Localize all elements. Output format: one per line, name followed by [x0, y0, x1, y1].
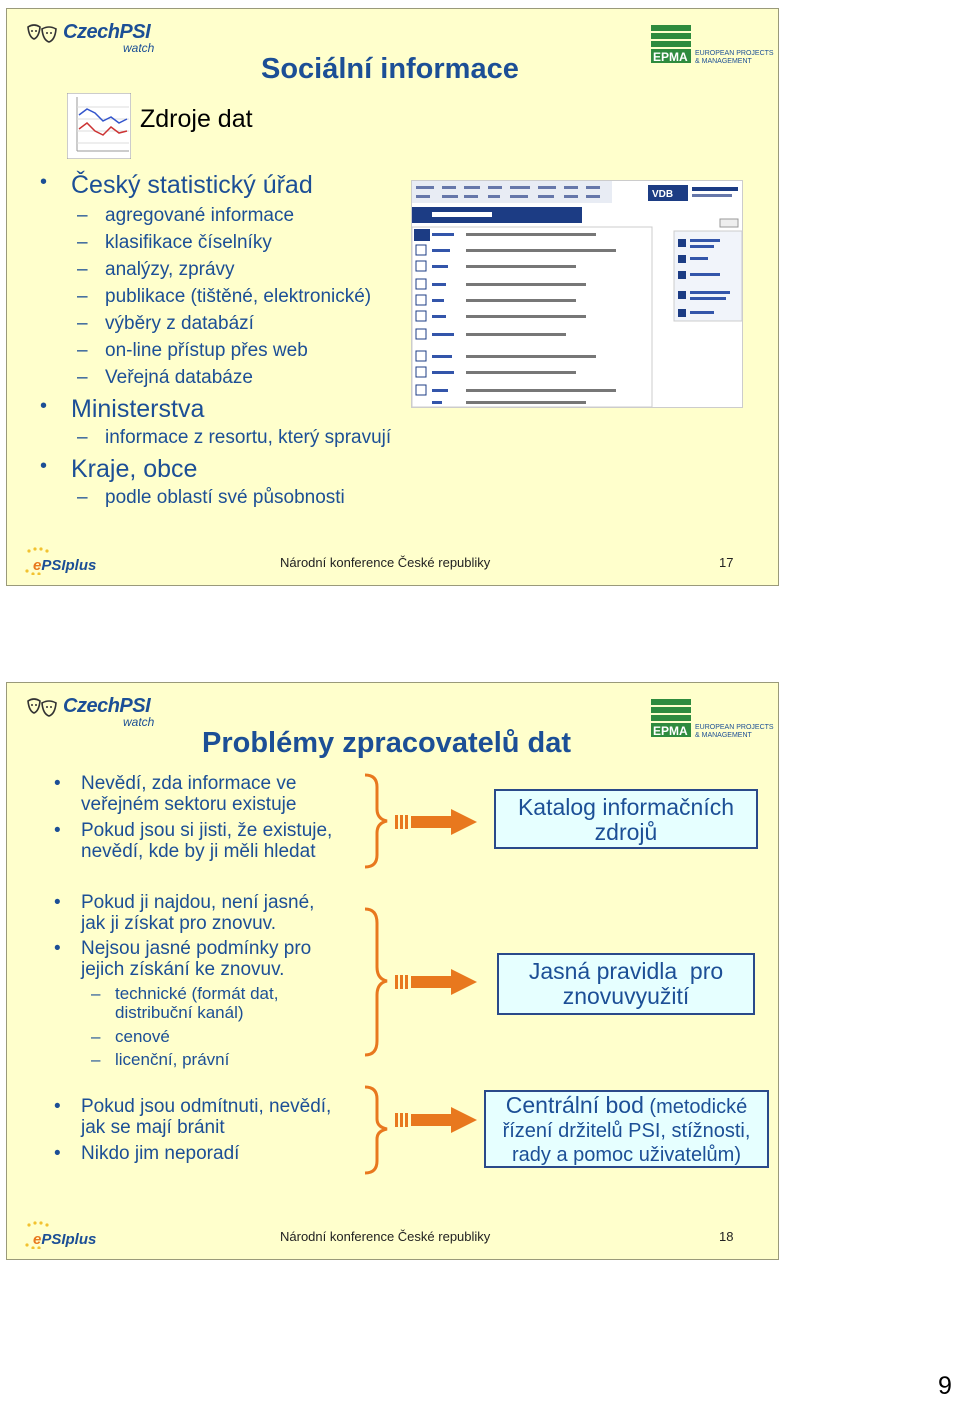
- bullet-text: Pokud jsou odmítnuti, nevědí, jak se mají bránit: [81, 1096, 332, 1138]
- slide-subtitle: Zdroje dat: [140, 105, 253, 133]
- logo-sub: watch: [123, 715, 155, 729]
- epma-line2: & MANAGEMENT: [695, 58, 752, 65]
- result-box-rules: [497, 953, 755, 1015]
- epma-logo: [649, 21, 774, 69]
- bullet-text: Nikdo jim neporadí: [81, 1143, 240, 1164]
- epsiplus-text: ePSIplus: [33, 557, 97, 574]
- bullet-item: [81, 1096, 331, 1138]
- box-text-big: Centrální bod: [505, 1092, 644, 1118]
- svg-text:EPMA: EPMA: [653, 50, 688, 64]
- box-text: Jasná pravidla pro znovuvyužití: [528, 958, 724, 1009]
- slide-number: 18: [719, 1229, 734, 1244]
- result-box-catalog: [494, 789, 758, 849]
- slide-17: [6, 8, 779, 586]
- epma-line1: EUROPEAN PROJECTS: [695, 724, 774, 731]
- chart-thumbnail-icon: [67, 93, 131, 159]
- box-text-small: (metodické řízení držitelů PSI, stížnosti, rady a pomoc uživatelům): [502, 1096, 751, 1166]
- brace-arrow-2-icon: [363, 905, 483, 1061]
- epma-line2: & MANAGEMENT: [695, 732, 752, 739]
- footer-text: Národní konference České republiky: [280, 555, 491, 570]
- bullet-ministerstva: • Ministerstva: [71, 395, 204, 424]
- epsiplus-text: ePSIplus: [33, 1231, 97, 1248]
- sub-bullet: – podle oblastí své působnosti: [105, 487, 345, 509]
- sub-bullet-text: licenční, právní: [115, 1050, 230, 1069]
- svg-text:VDB: VDB: [652, 189, 674, 200]
- bullet-csu: • Český statistický úřad: [71, 171, 313, 200]
- czechpsi-logo: [25, 693, 175, 735]
- website-image-icon: [412, 181, 742, 407]
- sub-bullet: [115, 1050, 229, 1069]
- bullet-kraje: • Kraje, obce: [71, 455, 197, 484]
- sub-bullet: [115, 984, 278, 1022]
- bullet-text: Pokud ji najdou, není jasné, jak ji získat pro znovuv.: [81, 892, 315, 934]
- epma-logo: [649, 695, 774, 743]
- epma-emblem-icon: [649, 695, 695, 739]
- sub-bullet: [115, 1027, 170, 1046]
- bullet-item: [81, 938, 311, 980]
- logo-name: CzechPSI: [63, 21, 151, 43]
- sub-bullet: – informace z resortu, který spravují: [105, 427, 391, 449]
- brace-arrow-1-icon: [363, 771, 483, 871]
- bullet-item: [81, 892, 314, 934]
- logo-sub: watch: [123, 41, 155, 55]
- slide-18: [6, 682, 779, 1260]
- faces-icon: [25, 23, 61, 49]
- svg-text:EPMA: EPMA: [653, 724, 688, 738]
- bullet-text: Nevědí, zda informace ve veřejném sektoru existuje: [81, 773, 297, 815]
- epma-emblem-icon: [649, 21, 695, 65]
- bullet-item: [81, 773, 296, 815]
- sub-bullet: – analýzy, zprávy: [105, 259, 235, 281]
- sub-bullet-text: technické (formát dat, distribuční kanál): [115, 984, 279, 1022]
- slide-title: Problémy zpracovatelů dat: [202, 727, 572, 759]
- faces-icon: [25, 697, 61, 723]
- sub-bullet: – výběry z databází: [105, 313, 254, 335]
- bullet-item: [81, 820, 332, 862]
- czechpsi-logo: [25, 19, 175, 61]
- vdb-website-screenshot: [411, 180, 743, 408]
- sub-bullet: – klasifikace číselníky: [105, 232, 272, 254]
- sub-bullet: – on-line přístup přes web: [105, 340, 308, 362]
- brace-arrow-3-icon: [363, 1083, 483, 1179]
- bullet-text: Pokud jsou si jisti, že existuje, nevědí, kde by ji měli hledat: [81, 820, 333, 862]
- epma-line1: EUROPEAN PROJECTS: [695, 50, 774, 57]
- bullet-text: Nejsou jasné podmínky pro jejich získání ke znovuv.: [81, 938, 312, 980]
- bullet-item: [81, 1143, 239, 1164]
- sub-bullet: – Veřejná databáze: [105, 367, 253, 389]
- sub-bullet-text: cenové: [115, 1027, 170, 1046]
- sub-bullet: – agregované informace: [105, 205, 294, 227]
- page-number: 9: [938, 1372, 952, 1400]
- box-text: Katalog informačních zdrojů: [517, 794, 735, 845]
- footer-text: Národní konference České republiky: [280, 1229, 491, 1244]
- logo-name: CzechPSI: [63, 695, 151, 717]
- sub-bullet: – publikace (tištěné, elektronické): [105, 286, 371, 308]
- slide-number: 17: [719, 555, 734, 570]
- result-box-central: [484, 1090, 769, 1168]
- slide-title: Sociální informace: [261, 53, 519, 85]
